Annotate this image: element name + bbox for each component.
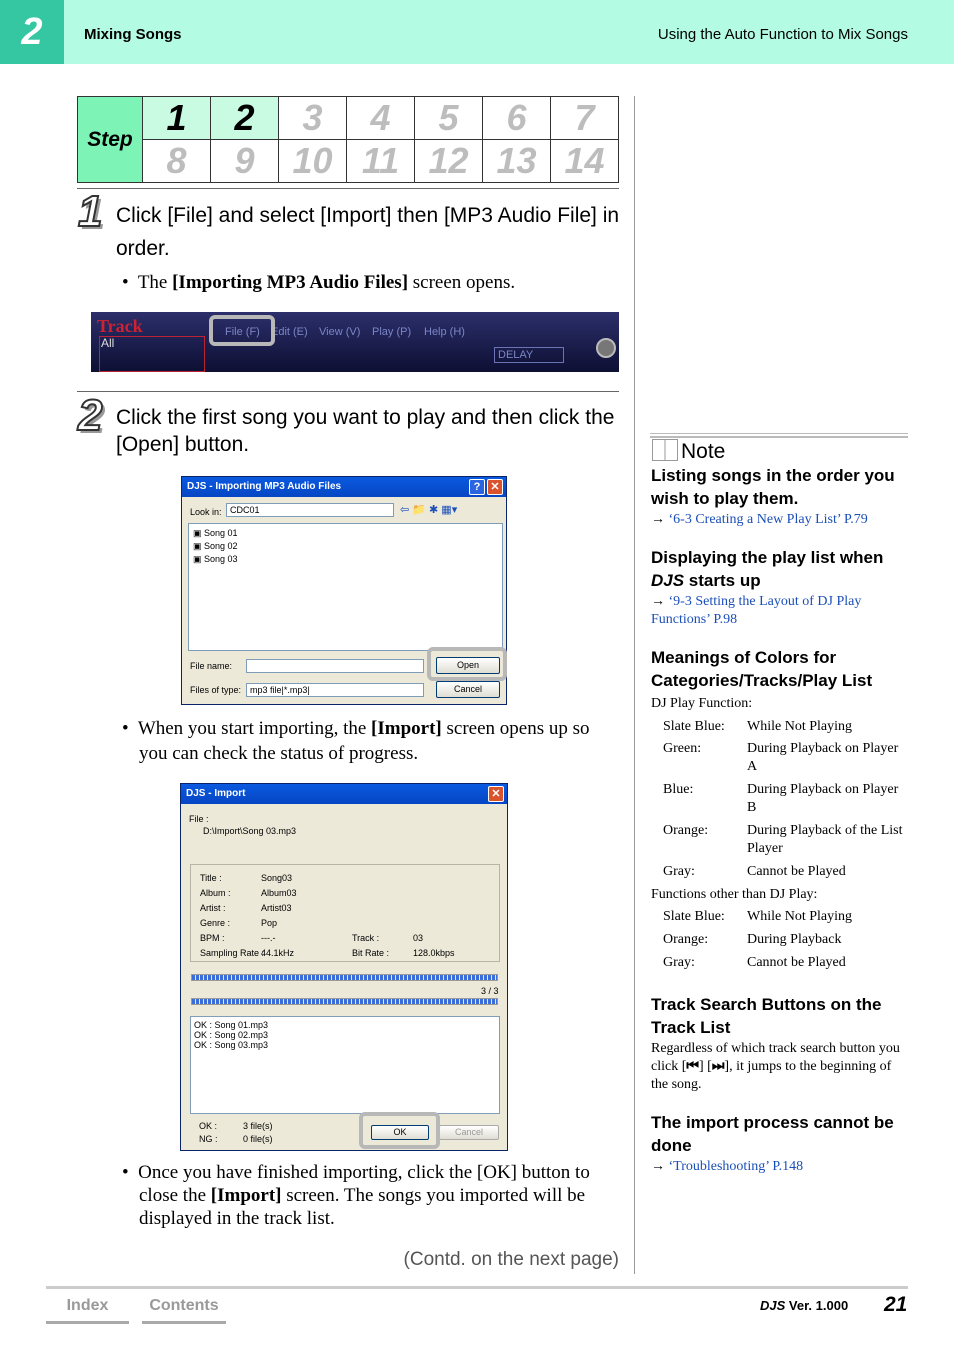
- ng-count-value: 0 file(s): [243, 1134, 273, 1144]
- note-topic: Listing songs in the order you wish to play them.: [651, 466, 895, 508]
- track-label: Track: [97, 316, 143, 336]
- footer-rule: [46, 1286, 908, 1289]
- cancel-button[interactable]: Cancel: [436, 681, 500, 698]
- next-track-icon: ⏭: [711, 1059, 725, 1074]
- step-cell[interactable]: 5: [415, 97, 483, 140]
- toolbar-icons[interactable]: ⇦ 📁 ✱ ▦▾: [400, 504, 458, 516]
- color-group-label: DJ Play Function:: [651, 696, 753, 711]
- category-all: All: [101, 336, 115, 350]
- continued-note: (Contd. on the next page): [403, 1249, 619, 1270]
- file-progress-bar: [191, 974, 498, 981]
- total-progress-bar: [191, 998, 498, 1005]
- highlight-ok-button: [359, 1112, 440, 1149]
- bullet-item: • The [Importing MP3 Audio Files] screen opens.: [122, 272, 516, 293]
- highlight-file-menu: [209, 315, 275, 346]
- cross-reference-link[interactable]: → ‘9-3 Setting the Layout of DJ Play Functions’ P.98: [651, 594, 862, 627]
- menu-edit[interactable]: Edit (E): [271, 326, 308, 338]
- note-topic: Meanings of Colors for Categories/Tracks/Play List: [651, 648, 873, 690]
- step-table: [77, 96, 619, 183]
- note-heading: Note: [652, 439, 725, 464]
- column-divider: [634, 96, 635, 1274]
- menu-play[interactable]: Play (P): [372, 326, 412, 338]
- look-in-label: Look in:: [190, 507, 222, 517]
- step-cell[interactable]: 1: [143, 97, 211, 140]
- step-cell[interactable]: 11: [347, 140, 415, 183]
- close-button[interactable]: ✕: [488, 786, 504, 802]
- info-value: Artist03: [261, 903, 292, 913]
- info-value: ---.-: [261, 933, 276, 943]
- delay-select[interactable]: DELAY: [494, 347, 564, 363]
- note-rule: [650, 433, 908, 438]
- look-in-select[interactable]: CDC01: [226, 503, 394, 517]
- info-value: 03: [413, 933, 424, 943]
- note-body: Regardless of which track search button you click [⏮] [⏭], it jumps to the beginning of the song.: [651, 1041, 900, 1092]
- step-cell[interactable]: 7: [551, 97, 619, 140]
- log-line: OK : Song 01.mp3: [194, 1020, 269, 1030]
- filetype-label: Files of type:: [190, 685, 242, 695]
- progress-count: 3 / 3: [481, 986, 499, 996]
- track-list-box: [99, 336, 205, 372]
- dialog-title: DJS - Import ✕: [181, 784, 507, 804]
- chapter-number: 2: [0, 0, 64, 64]
- bullet-item: • Once you have finished importing, click the [OK] button to close the [Import] screen. The songs you imported will be displayed in the track list.: [122, 1162, 590, 1229]
- contents-button[interactable]: Contents: [142, 1294, 226, 1324]
- note-topic: The import process cannot be done: [651, 1113, 894, 1155]
- step-cell[interactable]: 9: [211, 140, 279, 183]
- filetype-select[interactable]: mp3 file|*.mp3|: [246, 683, 424, 697]
- menu-file[interactable]: File (F): [225, 326, 260, 338]
- version-label: DJS Ver. 1.000: [760, 1298, 849, 1313]
- step-cell[interactable]: 4: [347, 97, 415, 140]
- info-label: BPM :: [200, 933, 225, 943]
- step-cell[interactable]: 10: [279, 140, 347, 183]
- file-item[interactable]: ▣ Song 02: [193, 541, 238, 551]
- info-label: Artist :: [200, 903, 226, 913]
- info-label: Genre :: [200, 918, 231, 928]
- note-topic: Track Search Buttons on the Track List: [651, 995, 882, 1037]
- log-line: OK : Song 02.mp3: [194, 1030, 269, 1040]
- info-value: 44.1kHz: [261, 948, 295, 958]
- cross-reference-link[interactable]: → ‘6-3 Creating a New Play List’ P.79: [651, 512, 868, 527]
- filename-label: File name:: [190, 661, 233, 671]
- topic-title: Using the Auto Function to Mix Songs: [657, 26, 908, 43]
- file-label: File :: [189, 814, 209, 824]
- step-number: 2: [78, 391, 103, 440]
- filename-input[interactable]: [246, 659, 424, 673]
- step-number: 1: [78, 187, 103, 236]
- info-label: Bit Rate :: [352, 948, 390, 958]
- file-item[interactable]: ▣ Song 03: [193, 554, 238, 564]
- info-value: Album03: [261, 888, 297, 898]
- step-label: Step: [78, 97, 143, 183]
- cross-reference-link[interactable]: → ‘Troubleshooting’ P.148: [651, 1159, 804, 1174]
- note-topic: Displaying the play list when DJS starts up: [651, 548, 884, 590]
- file-item[interactable]: ▣ Song 01: [193, 528, 238, 538]
- close-button[interactable]: ✕: [487, 479, 503, 495]
- step-cell[interactable]: 3: [279, 97, 347, 140]
- cancel-button[interactable]: Cancel: [439, 1125, 499, 1140]
- file-list[interactable]: [188, 523, 503, 651]
- info-value: Pop: [261, 918, 278, 928]
- step-cell[interactable]: 2: [211, 97, 279, 140]
- page-header: [0, 0, 954, 64]
- color-group-label: Functions other than DJ Play:: [651, 887, 818, 902]
- info-label: Track :: [352, 933, 380, 943]
- divider: [77, 188, 619, 189]
- info-label: Sampling Rate :: [200, 948, 265, 958]
- log-line: OK : Song 03.mp3: [194, 1040, 269, 1050]
- divider: [77, 391, 619, 392]
- ok-count-value: 3 file(s): [243, 1121, 273, 1131]
- info-value: Song03: [261, 873, 293, 883]
- menu-help[interactable]: Help (H): [424, 326, 465, 338]
- ok-button[interactable]: OK: [371, 1125, 429, 1140]
- ok-count-label: OK :: [199, 1121, 218, 1131]
- track-toolbar-screenshot: [91, 312, 619, 372]
- song-info-group: [190, 864, 500, 962]
- step-cell[interactable]: 14: [551, 140, 619, 183]
- open-button[interactable]: Open: [436, 657, 500, 674]
- section-title: Mixing Songs: [84, 26, 182, 43]
- file-path: D:\Import\Song 03.mp3: [203, 826, 297, 836]
- volume-knob[interactable]: [596, 338, 616, 358]
- import-log: [190, 1016, 500, 1114]
- page-number: 21: [884, 1293, 908, 1316]
- step-cell[interactable]: 12: [415, 140, 483, 183]
- step-instruction: Click the first song you want to play and then click the [Open] button.: [116, 406, 615, 456]
- index-button[interactable]: Index: [46, 1294, 129, 1324]
- import-progress-dialog: [180, 783, 508, 1151]
- ng-count-label: NG :: [199, 1134, 218, 1144]
- book-icon: [652, 439, 678, 461]
- step-cell[interactable]: 13: [483, 140, 551, 183]
- previous-track-icon: ⏮: [686, 1059, 699, 1074]
- step-instruction: Click [File] and select [Import] then [MP3 Audio File] in order.: [116, 204, 620, 260]
- step-cell[interactable]: 6: [483, 97, 551, 140]
- info-label: Title :: [200, 873, 222, 883]
- info-value: 128.0kbps: [413, 948, 455, 958]
- dialog-title: DJS - Importing MP3 Audio Files ? ✕: [182, 477, 506, 497]
- menu-view[interactable]: View (V): [319, 326, 361, 338]
- bullet-item: • When you start importing, the [Import] screen opens up so you can check the status of progress.: [122, 718, 590, 764]
- help-button[interactable]: ?: [469, 479, 485, 495]
- info-label: Album :: [200, 888, 231, 898]
- step-cell[interactable]: 8: [143, 140, 211, 183]
- highlight-open-button: [427, 647, 507, 681]
